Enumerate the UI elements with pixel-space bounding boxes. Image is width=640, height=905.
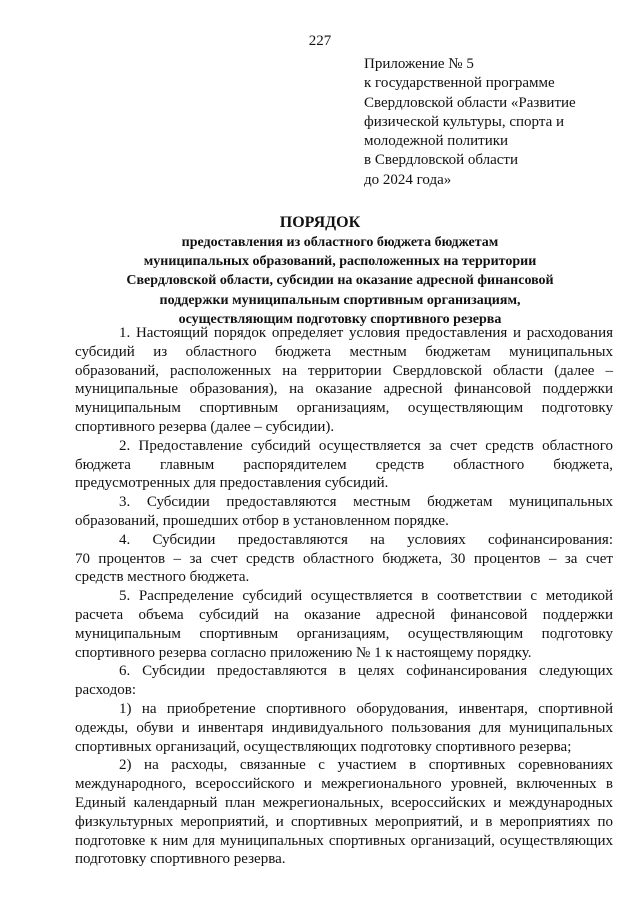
paragraph [75, 587, 613, 662]
paragraph-line: 4. Субсидии предоставляются на условиях софинансирования: [119, 531, 613, 548]
paragraph-line: муниципальным спортивным организациям, осуществляющим подготовку [75, 400, 613, 417]
paragraph [75, 662, 613, 700]
document-title: ПОРЯДОК [279, 214, 361, 231]
appendix-line: Приложение № 5 [364, 56, 474, 72]
paragraph-line: 1) на приобретение спортивного оборудования, инвентаря, спортивной [119, 700, 613, 717]
appendix-line: Свердловской области «Развитие [364, 94, 576, 111]
paragraph-line: физкультурных мероприятий, и спортивных мероприятий, и в мероприятиях по [75, 813, 613, 830]
paragraph-line: бюджета главным распорядителем средств областного бюджета, [75, 456, 613, 473]
paragraph-line: образований, прошедших отбор в установленном порядке. [75, 512, 449, 529]
paragraph-line: предусмотренных для предоставления субсидий. [75, 475, 389, 492]
paragraph-line: спортивного резерва (далее – субсидии). [75, 418, 335, 435]
page-number: 227 [308, 33, 332, 49]
paragraph-line: подготовке к ним для муниципальных спортивных организаций, осуществляющих [75, 832, 613, 849]
paragraph-line: субсидий из областного бюджета местным бюджетам муниципальных [75, 343, 613, 360]
paragraph-line: 70 процентов – за счет средств областного бюджета, 30 процентов – за счет [75, 550, 613, 567]
subtitle-line: муниципальных образований, расположенных на территории [143, 254, 537, 270]
appendix-line: к государственной программе [364, 75, 555, 92]
subtitle-line: предоставления из областного бюджета бюджетам [181, 235, 499, 250]
paragraph-line: муниципальным спортивным организациям, осуществляющим подготовку [75, 625, 613, 642]
appendix-line: в Свердловской области [364, 152, 519, 169]
appendix-header [364, 55, 614, 190]
paragraph-line: 2. Предоставление субсидий осуществляется за счет средств областного [119, 437, 613, 454]
appendix-line: молодежной политики [364, 133, 509, 150]
paragraph [75, 437, 613, 493]
paragraph-line: средств местного бюджета. [75, 569, 250, 586]
paragraph [75, 324, 613, 437]
paragraph-line: 3. Субсидии предоставляются местным бюджетам муниципальных [119, 494, 613, 511]
paragraph-line: спортивного резерва согласно приложению № 1 к настоящему порядку. [75, 644, 532, 661]
paragraph-line: Единый календарный план межрегиональных, всероссийских и международных [75, 794, 613, 811]
paragraph-line: муниципальные образования), на оказание адресной финансовой поддержки [75, 381, 613, 398]
paragraph-line: 5. Распределение субсидий осуществляется в соответствии с методикой [119, 588, 613, 605]
subtitle-line: Свердловской области, субсидии на оказание адресной финансовой [126, 273, 554, 289]
paragraph [75, 493, 613, 531]
paragraph [75, 700, 613, 756]
paragraph-line: подготовку спортивного резерва. [75, 851, 286, 868]
document-body [75, 324, 613, 869]
paragraph-line: расходов: [75, 682, 136, 699]
paragraph-line: расчета объема субсидий на оказание адресной финансовой поддержки [75, 606, 613, 623]
paragraph-line: образований, расположенных на территории Свердловской области (далее – [75, 362, 613, 379]
paragraph-line: спортивных организаций, осуществляющих подготовку спортивного резерва; [75, 738, 572, 755]
appendix-line: физической культуры, спорта и [364, 113, 565, 130]
paragraph-line: 2) на расходы, связанные с участием в спортивных соревнованиях [119, 757, 613, 774]
document-subtitle [40, 233, 640, 329]
subtitle-line: осуществляющим подготовку спортивного резерва [178, 311, 502, 327]
paragraph-line: 6. Субсидии предоставляются в целях софинансирования следующих [119, 663, 613, 680]
paragraph-line: международного, всероссийского и межрегионального уровней, включенных в [75, 776, 613, 793]
subtitle-line: поддержки муниципальным спортивным организациям, [159, 292, 521, 308]
paragraph [75, 756, 613, 869]
appendix-line: до 2024 года» [364, 171, 452, 188]
paragraph [75, 531, 613, 587]
paragraph-line: одежды, обуви и инвентаря индивидуального пользования для муниципальных [75, 719, 613, 736]
paragraph-line: 1. Настоящий порядок определяет условия предоставления и расходования [119, 325, 613, 341]
